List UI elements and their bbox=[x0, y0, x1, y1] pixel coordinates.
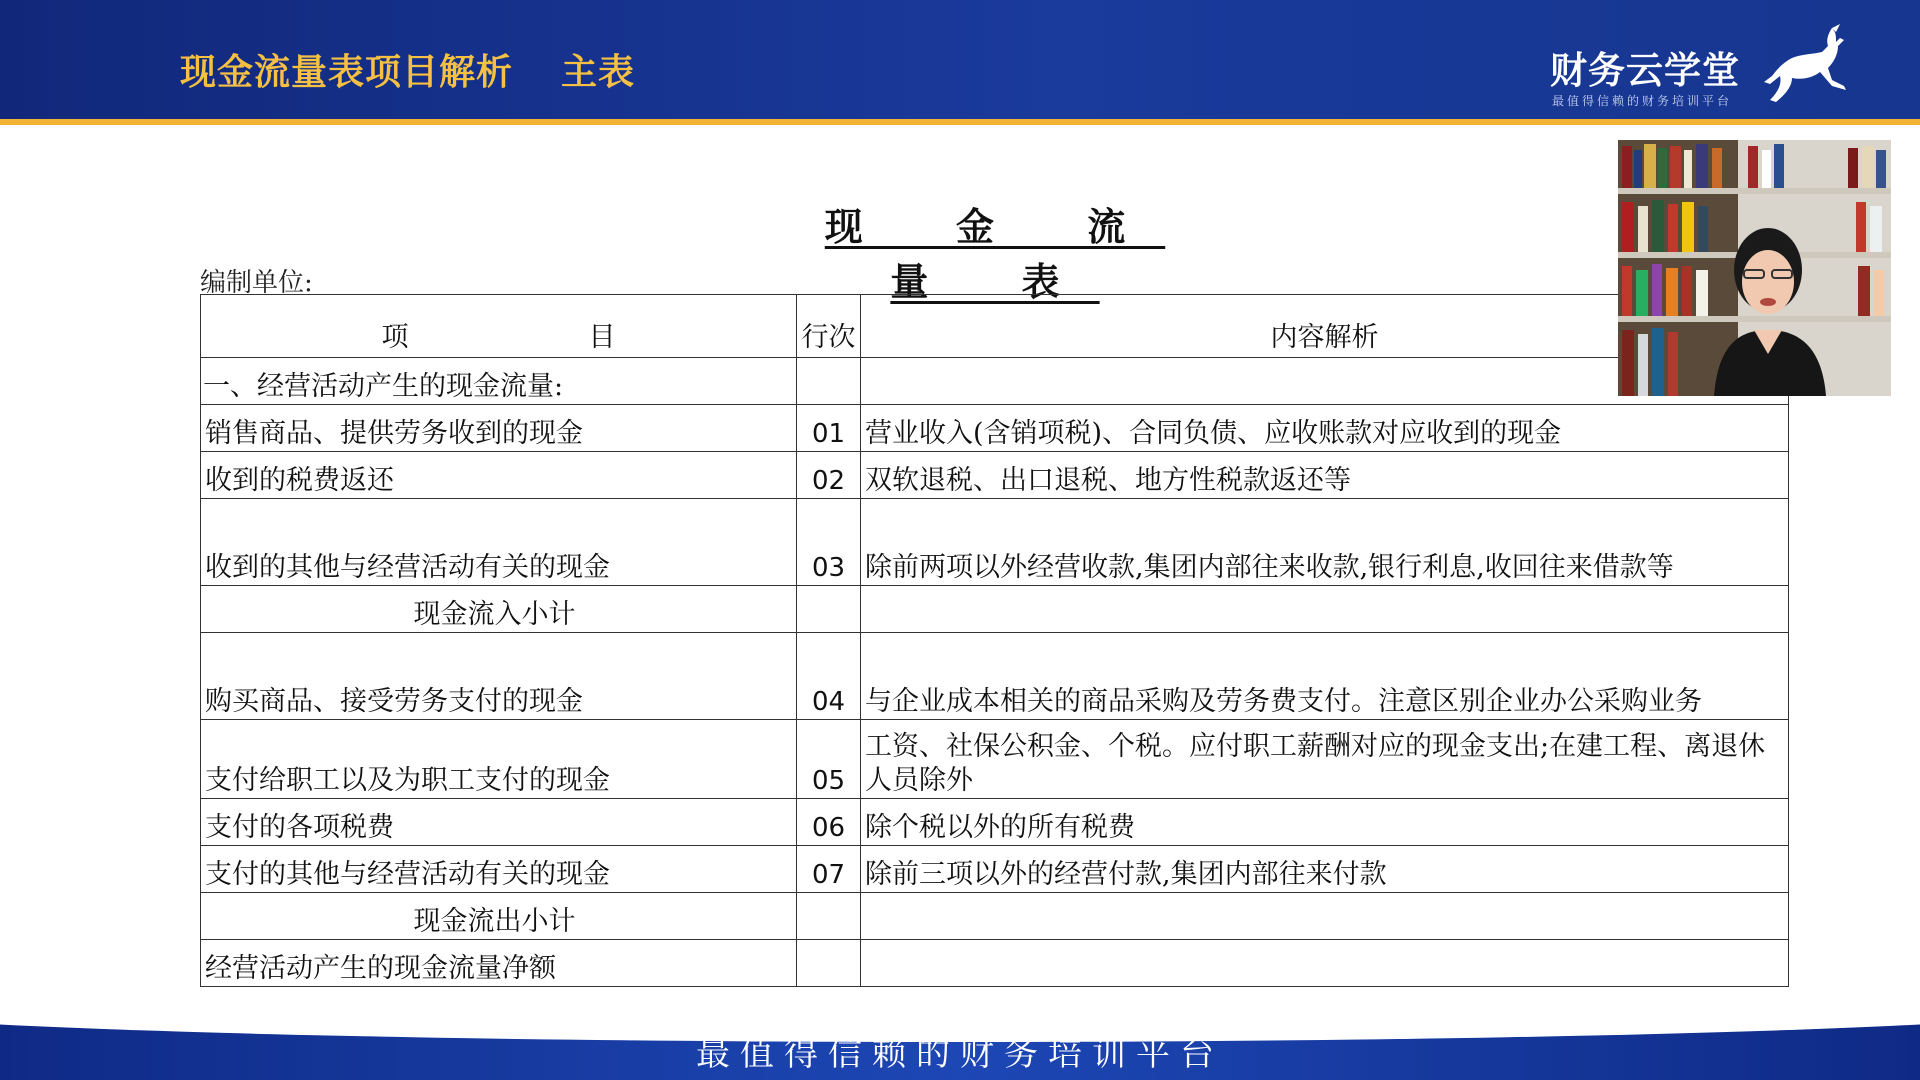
row-line-no: 05 bbox=[797, 720, 861, 799]
table-row bbox=[201, 499, 1789, 586]
table-row bbox=[201, 940, 1789, 987]
row-description bbox=[861, 586, 1789, 633]
leaping-antelope-icon bbox=[1762, 24, 1850, 104]
brand-tagline: 最值得信赖的财务培训平台 bbox=[1552, 94, 1733, 108]
row-item: 支付给职工以及为职工支付的现金 bbox=[201, 720, 797, 799]
header-accent-stripe bbox=[0, 119, 1920, 125]
column-header-item-right: 目 bbox=[588, 322, 616, 353]
row-line-no: 06 bbox=[797, 799, 861, 846]
row-description: 工资、社保公积金、个税。应付职工薪酬对应的现金支出;在建工程、离退休人员除外 bbox=[861, 720, 1789, 799]
row-item: 销售商品、提供劳务收到的现金 bbox=[201, 405, 797, 452]
brand-logo-block bbox=[1550, 22, 1850, 108]
column-header-description: 内容解析 bbox=[861, 295, 1789, 358]
preparer-unit-label: 编制单位: bbox=[200, 268, 313, 298]
row-line-no: 01 bbox=[797, 405, 861, 452]
table-row bbox=[201, 720, 1789, 799]
row-item: 购买商品、接受劳务支付的现金 bbox=[201, 633, 797, 720]
row-description bbox=[861, 893, 1789, 940]
row-item: 现金流出小计 bbox=[201, 893, 797, 940]
column-header-line-no: 行次 bbox=[797, 295, 861, 358]
row-description: 与企业成本相关的商品采购及劳务费支付。注意区别企业办公采购业务 bbox=[861, 633, 1789, 720]
row-description: 营业收入(含销项税)、合同负债、应收账款对应收到的现金 bbox=[861, 405, 1789, 452]
row-line-no: 03 bbox=[797, 499, 861, 586]
column-header-item-left: 项 bbox=[381, 322, 409, 353]
row-item: 一、经营活动产生的现金流量: bbox=[201, 358, 797, 405]
row-line-no bbox=[797, 893, 861, 940]
row-item: 支付的其他与经营活动有关的现金 bbox=[201, 846, 797, 893]
slide-title: 现金流量表项目解析 bbox=[180, 51, 514, 93]
row-line-no bbox=[797, 358, 861, 405]
presenter-webcam bbox=[1618, 140, 1891, 396]
slide-title-group bbox=[180, 44, 635, 94]
table-row bbox=[201, 799, 1789, 846]
row-item: 收到的税费返还 bbox=[201, 452, 797, 499]
row-item: 收到的其他与经营活动有关的现金 bbox=[201, 499, 797, 586]
row-line-no bbox=[797, 940, 861, 987]
row-item: 经营活动产生的现金流量净额 bbox=[201, 940, 797, 987]
footer-slogan: 最值得信赖的财务培训平台 bbox=[696, 1034, 1224, 1074]
table-row bbox=[201, 452, 1789, 499]
column-header-item bbox=[201, 295, 797, 358]
table-header-row bbox=[201, 295, 1789, 358]
row-description: 除个税以外的所有税费 bbox=[861, 799, 1789, 846]
row-line-no: 04 bbox=[797, 633, 861, 720]
table-row bbox=[201, 893, 1789, 940]
presenter-video-icon bbox=[1618, 140, 1891, 396]
row-description: 双软退税、出口退税、地方性税款返还等 bbox=[861, 452, 1789, 499]
row-line-no bbox=[797, 586, 861, 633]
row-line-no: 02 bbox=[797, 452, 861, 499]
row-description bbox=[861, 940, 1789, 987]
table-row bbox=[201, 358, 1789, 405]
row-description: 除前两项以外经营收款,集团内部往来收款,银行利息,收回往来借款等 bbox=[861, 499, 1789, 586]
document-title: 现 金 流 量 表 bbox=[824, 204, 1166, 304]
row-line-no: 07 bbox=[797, 846, 861, 893]
table-row bbox=[201, 586, 1789, 633]
table-row bbox=[201, 633, 1789, 720]
brand-name: 财务云学堂 bbox=[1550, 49, 1740, 92]
slide-subtitle: 主表 bbox=[561, 51, 636, 93]
row-item: 现金流入小计 bbox=[201, 586, 797, 633]
table-row bbox=[201, 405, 1789, 452]
row-item: 支付的各项税费 bbox=[201, 799, 797, 846]
table-row bbox=[201, 846, 1789, 893]
row-description: 除前三项以外的经营付款,集团内部往来付款 bbox=[861, 846, 1789, 893]
cash-flow-table bbox=[200, 294, 1789, 987]
